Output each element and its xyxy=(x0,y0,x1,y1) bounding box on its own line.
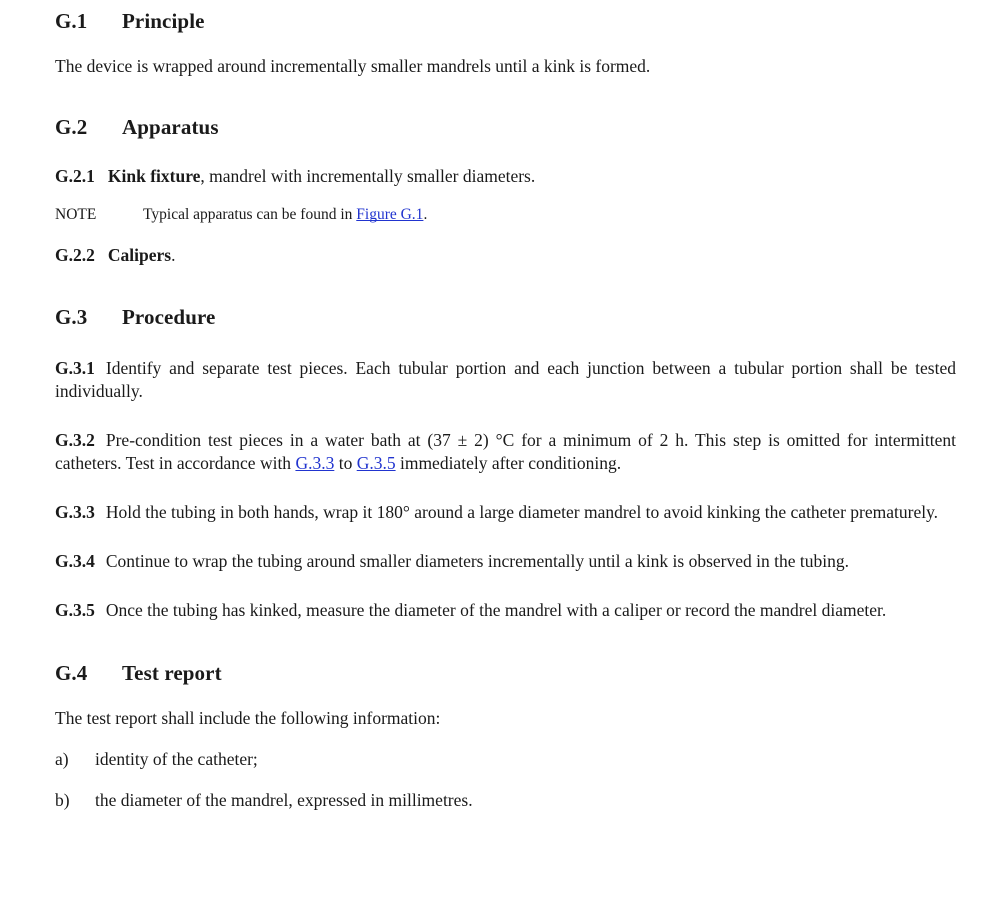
paragraph-g3-1-number: G.3.1 xyxy=(55,357,95,378)
paragraph-g3-2-text-2: to xyxy=(334,453,357,474)
paragraph-g3-2 xyxy=(55,429,956,475)
paragraph-g3-4-number: G.3.4 xyxy=(55,551,95,572)
paragraph-g3-3-text: Hold the tubing in both hands, wrap it 180° around a large diameter mandrel to avoid kinking the catheter prematurely. xyxy=(105,502,939,523)
subclause-g2-2-number: G.2.2 xyxy=(55,244,95,265)
heading-g2-number: G.2 xyxy=(55,115,88,140)
list-item-marker-b: b) xyxy=(55,789,70,810)
subclause-g2-1-rest: , mandrel with incrementally smaller diameters. xyxy=(200,166,536,187)
link-figure-g1[interactable]: Figure G.1 xyxy=(356,206,424,224)
paragraph-g3-2-text-3: immediately after conditioning. xyxy=(395,453,622,474)
paragraph-g3-5 xyxy=(55,599,956,622)
heading-g4-title: Test report xyxy=(122,660,222,685)
subclause-g2-2-rest: . xyxy=(171,244,176,265)
paragraph-g3-4-text: Continue to wrap the tubing around smaller diameters incrementally until a kink is observed in the tubing. xyxy=(105,551,849,572)
heading-g3-title: Procedure xyxy=(122,304,216,329)
link-g3-5[interactable]: G.3.5 xyxy=(356,453,396,474)
heading-g3-number: G.3 xyxy=(55,304,88,329)
subclause-g2-2 xyxy=(55,244,956,267)
paragraph-g1-body: The device is wrapped around incrementally smaller mandrels until a kink is formed. xyxy=(55,56,651,77)
paragraph-g3-2-text-1: Pre-condition test pieces in a water bath at (37 ± 2) °C for a minimum of 2 h. This step is omitted for intermittent catheters. Test in accordance with xyxy=(55,430,956,474)
heading-g1-title: Principle xyxy=(122,9,205,33)
paragraph-g3-5-number: G.3.5 xyxy=(55,600,95,621)
heading-g4-number: G.4 xyxy=(55,660,88,685)
paragraph-g3-3 xyxy=(55,501,956,524)
paragraph-g4-intro: The test report shall include the following information: xyxy=(55,707,441,728)
heading-g2 xyxy=(55,115,956,139)
paragraph-g3-1-text: Identify and separate test pieces. Each tubular portion and each junction between a tubular portion shall be tested individually. xyxy=(55,357,956,401)
note-text-after: . xyxy=(423,206,428,224)
link-g3-3[interactable]: G.3.3 xyxy=(295,453,335,474)
subclause-g2-1-number: G.2.1 xyxy=(55,166,95,187)
heading-g2-title: Apparatus xyxy=(122,115,219,140)
heading-g3 xyxy=(55,305,956,329)
list-item xyxy=(55,748,956,771)
paragraph-g3-3-number: G.3.3 xyxy=(55,502,95,523)
note-g2 xyxy=(55,205,956,225)
document-content xyxy=(55,0,956,812)
subclause-g2-1-term: Kink fixture xyxy=(107,166,201,187)
paragraph-g3-5-text: Once the tubing has kinked, measure the diameter of the mandrel with a caliper or record the mandrel diameter. xyxy=(105,600,887,621)
paragraph-g3-2-number: G.3.2 xyxy=(55,430,95,451)
subclause-g2-2-term: Calipers xyxy=(107,244,172,265)
note-body xyxy=(143,205,956,225)
note-text-before: Typical apparatus can be found in xyxy=(143,206,357,224)
list-item-text-a: identity of the catheter; xyxy=(95,748,258,769)
list-item-marker-a: a) xyxy=(55,748,69,769)
heading-g1-number: G.1 xyxy=(55,9,88,33)
subclause-g2-1 xyxy=(55,165,956,188)
list-item xyxy=(55,789,956,812)
heading-g1 xyxy=(55,9,956,33)
heading-g4 xyxy=(55,661,956,685)
note-tag: NOTE xyxy=(55,206,97,224)
list-item-text-b: the diameter of the mandrel, expressed in millimetres. xyxy=(95,789,473,810)
paragraph-g3-1 xyxy=(55,357,956,403)
paragraph-g3-4 xyxy=(55,550,956,573)
